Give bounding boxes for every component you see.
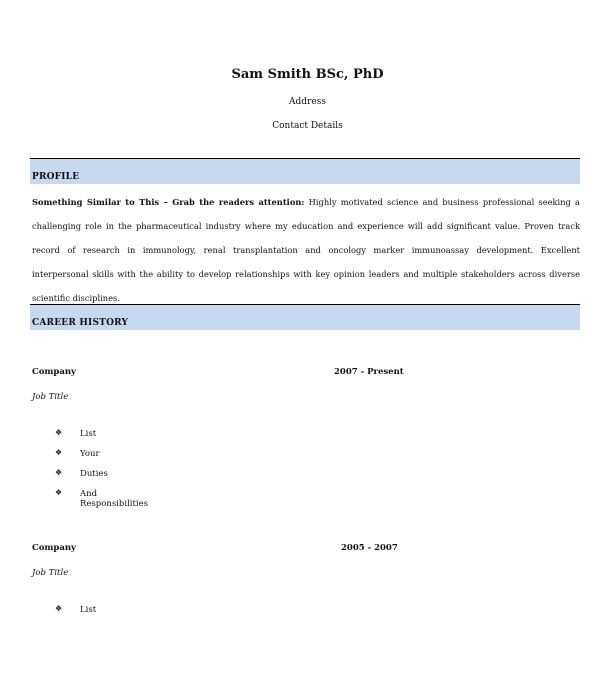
profile-summary [32, 190, 580, 310]
profile-body: Highly motivated science and business professional seeking a challenging role in the pharmaceutical industry where my education and experience will add significant value. Proven track record of research in immunology, renal transplantation and oncology marker immunoassay development. Excellent interpersonal skills with the ability to develop relationships with key opinion leaders and multiple stakeholders across diverse scientific disciplines. [32, 197, 580, 303]
profile-lead: Something Similar to This – Grab the readers attention: [32, 197, 305, 207]
job-dates: 2007 - Present [334, 367, 404, 377]
job-dates: 2005 - 2007 [341, 543, 398, 553]
job-company: Company [32, 543, 76, 553]
job-title: Job Title [32, 568, 69, 578]
profile-section-bar [30, 158, 580, 184]
career-section-bar [30, 304, 580, 330]
candidate-name: Sam Smith BSc, PhD [231, 67, 384, 82]
diamond-bullet-icon: ❖ [55, 468, 63, 477]
job-title: Job Title [32, 392, 69, 402]
job-company: Company [32, 367, 76, 377]
address: Address [289, 97, 326, 107]
career-heading: CAREER HISTORY [32, 318, 129, 328]
duty-text: List [80, 429, 97, 439]
profile-heading: PROFILE [32, 172, 80, 182]
duty-text: Duties [80, 469, 108, 479]
diamond-bullet-icon: ❖ [55, 448, 63, 457]
duty-text: And Responsibilities [80, 489, 149, 509]
duty-text: Your [80, 449, 100, 459]
contact-details: Contact Details [272, 121, 343, 131]
diamond-bullet-icon: ❖ [55, 488, 63, 497]
duty-text: List [80, 605, 97, 615]
diamond-bullet-icon: ❖ [55, 604, 63, 613]
diamond-bullet-icon: ❖ [55, 428, 63, 437]
